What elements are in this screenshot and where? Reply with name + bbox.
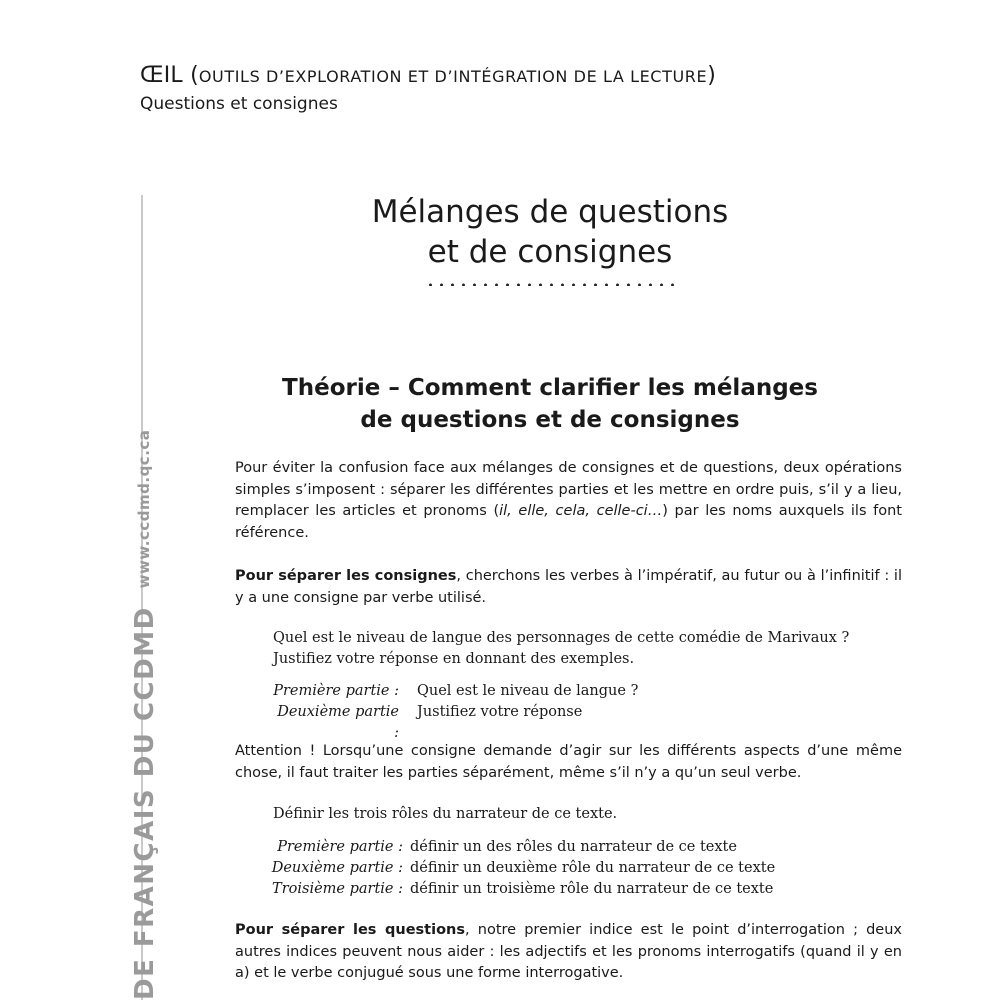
page-title [300, 192, 800, 272]
part-text: Quel est le niveau de langue ? [417, 683, 639, 699]
part-label: Deuxième partie : [271, 860, 403, 876]
consignes-lead: Pour séparer les consignes [235, 568, 457, 584]
dotted-divider [425, 283, 675, 286]
consignes-text: , cherchons les verbes à l’impératif, au futur ou à l’infinitif : il y a une consigne par verbe utilisé. [235, 568, 902, 606]
part-text: définir un troisième rôle du narrateur de ce texte [410, 881, 774, 897]
part-label: Première partie : [273, 683, 399, 699]
part-label: Deuxième partie : [277, 704, 399, 741]
example-2-part-2 [261, 858, 903, 879]
attention-paragraph: Attention ! Lorsqu’une consigne demande d’agir sur les différents aspects d’une même chose, il faut traiter les parties séparément, même s’il n’y a qu’un seul verbe. [235, 743, 902, 781]
consignes-paragraph [235, 566, 902, 609]
header-title-small-caps: OUTILS D’EXPLORATION ET D’INTÉGRATION DE LA LECTURE [198, 67, 708, 86]
section-title-line2: de questions et de consignes [360, 407, 740, 433]
section-title-line1: Théorie – Comment clarifier les mélanges [282, 375, 818, 401]
header-title-prefix: ŒIL ( [140, 63, 199, 88]
example-2-part-3 [261, 879, 903, 900]
section-title [250, 372, 850, 436]
side-url-link[interactable]: www.ccdmd.qc.ca [135, 429, 153, 589]
intro-paragraph [235, 458, 902, 544]
part-label: Première partie : [277, 839, 403, 855]
example-2-line1: Définir les trois rôles du narrateur de ce texte. [273, 806, 618, 822]
side-brand-text: DE FRANÇAIS DU CCDMD [130, 606, 160, 1000]
side-branding [130, 430, 160, 1000]
example-2-part-1 [261, 837, 903, 858]
part-text: Justifiez votre réponse [417, 704, 583, 720]
example-1-part-1 [269, 681, 903, 702]
example-1-line2: Justifiez votre réponse en donnant des exemples. [273, 651, 635, 667]
questions-lead: Pour séparer les questions [235, 922, 466, 938]
example-1 [273, 628, 903, 744]
part-text: définir un deuxième rôle du narrateur de ce texte [410, 860, 776, 876]
intro-text: Pour éviter la confusion face aux mélanges de consignes et de questions, deux opérations simples s’imposent : séparer les différentes parties et les mettre en ordre puis, s’il y a lieu, remplacer les articles et pronoms ( [235, 460, 902, 519]
header-title [140, 62, 716, 91]
intro-text-end: ) par les noms auxquels ils font référence. [235, 503, 902, 541]
intro-examples: il, elle, cela, celle-ci… [499, 503, 663, 519]
part-text: définir un des rôles du narrateur de ce texte [410, 839, 737, 855]
example-1-part-2 [269, 702, 903, 744]
running-header [140, 62, 716, 115]
header-title-suffix: ) [707, 63, 716, 88]
example-1-line1: Quel est le niveau de langue des personnages de cette comédie de Marivaux ? [273, 630, 850, 646]
page-title-line2: et de consignes [427, 234, 673, 270]
header-subtitle: Questions et consignes [140, 94, 338, 114]
page-title-line1: Mélanges de questions [371, 194, 729, 230]
part-label: Troisième partie : [272, 881, 403, 897]
questions-paragraph [235, 920, 902, 985]
questions-text: , notre premier indice est le point d’interrogation ; deux autres indices peuvent nous aider : les adjectifs et les pronoms interrogatifs (quand il y en a) et le verbe conjugué sous une forme interrogative. [235, 922, 902, 981]
example-2 [273, 804, 903, 900]
